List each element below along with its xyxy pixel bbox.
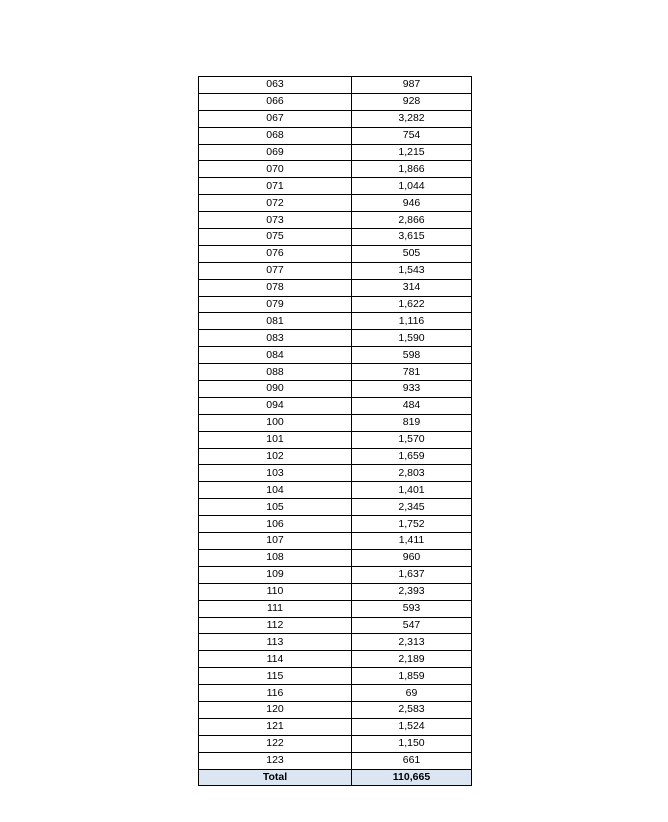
- table-row: [199, 397, 472, 414]
- table-row: [199, 668, 472, 685]
- table-body: [199, 77, 472, 786]
- row-value-cell: 1,215: [352, 144, 472, 161]
- table-row: [199, 347, 472, 364]
- row-code-cell: 110: [199, 583, 352, 600]
- table-row: [199, 144, 472, 161]
- row-code-cell: 071: [199, 178, 352, 195]
- table-row: [199, 499, 472, 516]
- row-value-cell: 1,411: [352, 533, 472, 550]
- row-value-cell: 960: [352, 549, 472, 566]
- row-code-cell: 120: [199, 701, 352, 718]
- table-row: [199, 296, 472, 313]
- row-code-cell: 107: [199, 533, 352, 550]
- table-row: [199, 414, 472, 431]
- table-row: [199, 178, 472, 195]
- row-value-cell: 819: [352, 414, 472, 431]
- row-code-cell: 088: [199, 364, 352, 381]
- table-row: [199, 549, 472, 566]
- row-code-cell: 063: [199, 77, 352, 94]
- row-value-cell: 1,752: [352, 516, 472, 533]
- row-code-cell: 066: [199, 93, 352, 110]
- table-row: [199, 533, 472, 550]
- row-code-cell: 077: [199, 262, 352, 279]
- table-row: [199, 93, 472, 110]
- total-label: Total: [199, 769, 352, 786]
- table-row: [199, 212, 472, 229]
- table-row: [199, 651, 472, 668]
- table-row: [199, 330, 472, 347]
- row-code-cell: 067: [199, 110, 352, 127]
- table-row: [199, 161, 472, 178]
- row-code-cell: 115: [199, 668, 352, 685]
- row-value-cell: 2,393: [352, 583, 472, 600]
- table-row: [199, 516, 472, 533]
- row-code-cell: 083: [199, 330, 352, 347]
- row-code-cell: 123: [199, 752, 352, 769]
- row-value-cell: 2,189: [352, 651, 472, 668]
- row-value-cell: 754: [352, 127, 472, 144]
- row-value-cell: 484: [352, 397, 472, 414]
- row-value-cell: 1,524: [352, 718, 472, 735]
- row-code-cell: 103: [199, 465, 352, 482]
- table-row: [199, 566, 472, 583]
- row-value-cell: 3,282: [352, 110, 472, 127]
- row-code-cell: 078: [199, 279, 352, 296]
- row-value-cell: 1,116: [352, 313, 472, 330]
- table-row: [199, 195, 472, 212]
- row-code-cell: 113: [199, 634, 352, 651]
- table-row: [199, 313, 472, 330]
- row-code-cell: 094: [199, 397, 352, 414]
- table-row: [199, 735, 472, 752]
- row-code-cell: 101: [199, 431, 352, 448]
- table-row: [199, 262, 472, 279]
- table-row: [199, 364, 472, 381]
- row-code-cell: 084: [199, 347, 352, 364]
- row-value-cell: 1,590: [352, 330, 472, 347]
- table-row: [199, 718, 472, 735]
- row-code-cell: 116: [199, 685, 352, 702]
- row-value-cell: 505: [352, 245, 472, 262]
- row-value-cell: 928: [352, 93, 472, 110]
- table-row: [199, 701, 472, 718]
- table-row: [199, 465, 472, 482]
- row-value-cell: 1,659: [352, 448, 472, 465]
- row-code-cell: 109: [199, 566, 352, 583]
- table-row: [199, 229, 472, 246]
- row-code-cell: 100: [199, 414, 352, 431]
- table-row: [199, 617, 472, 634]
- total-value: 110,665: [352, 769, 472, 786]
- row-code-cell: 102: [199, 448, 352, 465]
- table-row: [199, 110, 472, 127]
- table-row: [199, 448, 472, 465]
- row-value-cell: 2,345: [352, 499, 472, 516]
- data-table: [198, 76, 472, 786]
- row-value-cell: 314: [352, 279, 472, 296]
- row-value-cell: 987: [352, 77, 472, 94]
- row-value-cell: 946: [352, 195, 472, 212]
- row-code-cell: 069: [199, 144, 352, 161]
- row-code-cell: 108: [199, 549, 352, 566]
- row-code-cell: 122: [199, 735, 352, 752]
- row-value-cell: 3,615: [352, 229, 472, 246]
- row-value-cell: 1,622: [352, 296, 472, 313]
- row-code-cell: 072: [199, 195, 352, 212]
- row-value-cell: 598: [352, 347, 472, 364]
- row-code-cell: 090: [199, 381, 352, 398]
- table-row: [199, 77, 472, 94]
- row-code-cell: 070: [199, 161, 352, 178]
- row-value-cell: 1,570: [352, 431, 472, 448]
- row-code-cell: 081: [199, 313, 352, 330]
- row-value-cell: 1,150: [352, 735, 472, 752]
- table-row: [199, 752, 472, 769]
- table-row: [199, 245, 472, 262]
- total-row: [199, 769, 472, 786]
- row-value-cell: 2,313: [352, 634, 472, 651]
- row-value-cell: 69: [352, 685, 472, 702]
- row-code-cell: 114: [199, 651, 352, 668]
- row-value-cell: 2,866: [352, 212, 472, 229]
- row-code-cell: 073: [199, 212, 352, 229]
- table-row: [199, 127, 472, 144]
- table-row: [199, 685, 472, 702]
- row-value-cell: 933: [352, 381, 472, 398]
- row-value-cell: 1,044: [352, 178, 472, 195]
- table-row: [199, 482, 472, 499]
- row-code-cell: 106: [199, 516, 352, 533]
- row-value-cell: 1,543: [352, 262, 472, 279]
- row-value-cell: 1,859: [352, 668, 472, 685]
- row-code-cell: 075: [199, 229, 352, 246]
- row-value-cell: 2,803: [352, 465, 472, 482]
- row-value-cell: 593: [352, 600, 472, 617]
- row-code-cell: 121: [199, 718, 352, 735]
- row-value-cell: 661: [352, 752, 472, 769]
- table-row: [199, 279, 472, 296]
- row-value-cell: 1,637: [352, 566, 472, 583]
- table-row: [199, 431, 472, 448]
- row-code-cell: 104: [199, 482, 352, 499]
- table-row: [199, 600, 472, 617]
- table-row: [199, 583, 472, 600]
- row-code-cell: 076: [199, 245, 352, 262]
- table-row: [199, 634, 472, 651]
- row-code-cell: 068: [199, 127, 352, 144]
- row-value-cell: 547: [352, 617, 472, 634]
- row-code-cell: 111: [199, 600, 352, 617]
- row-value-cell: 1,866: [352, 161, 472, 178]
- table-row: [199, 381, 472, 398]
- row-code-cell: 112: [199, 617, 352, 634]
- row-code-cell: 079: [199, 296, 352, 313]
- row-code-cell: 105: [199, 499, 352, 516]
- row-value-cell: 1,401: [352, 482, 472, 499]
- row-value-cell: 781: [352, 364, 472, 381]
- row-value-cell: 2,583: [352, 701, 472, 718]
